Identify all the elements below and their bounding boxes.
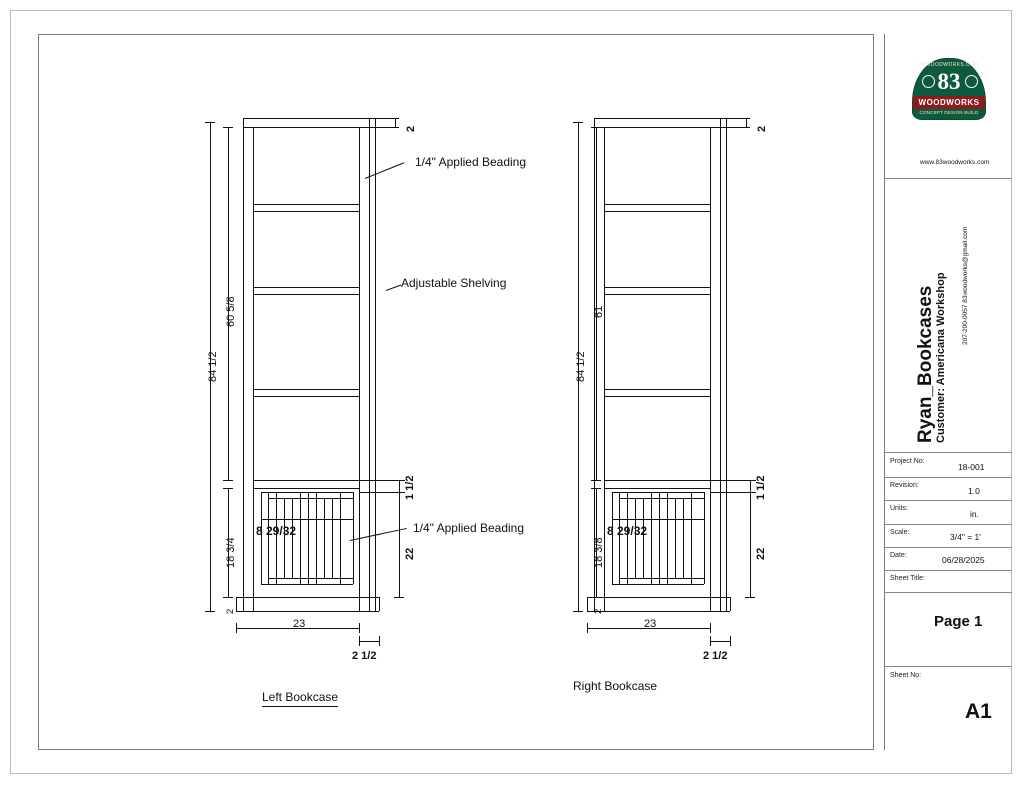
field-label-scale: Scale: (890, 529, 910, 536)
field-value-revision: 1.0 (968, 486, 980, 496)
right-dim-depth-tick-left (710, 636, 711, 646)
left-door-panel-line-2 (292, 498, 293, 578)
sheet-number: A1 (965, 700, 992, 723)
right-dim-depth-line (710, 641, 730, 642)
field-label-sheet-no: Sheet No: (890, 672, 922, 679)
right-plinth-top (587, 597, 730, 598)
title-block-divider (884, 34, 885, 750)
left-shelf-2-top (253, 287, 359, 288)
left-dim-depth-tick-right (379, 636, 380, 646)
right-door-stile-1 (619, 492, 620, 584)
right-plinth-bottom (587, 608, 730, 614)
right-door-stile-4 (659, 492, 660, 584)
field-label-sheet-title: Sheet Title: (890, 575, 926, 582)
left-base-left-edge (261, 492, 262, 584)
right-side-right-inner-line (710, 127, 711, 611)
project-title: Ryan_Bookcases (915, 285, 936, 443)
right-dim-door-width-line (612, 519, 704, 520)
right-dim-base-panel: 22 (755, 547, 767, 560)
left-dim-overall-tick-bottom (205, 611, 215, 612)
left-shelf-3-top (253, 389, 359, 390)
left-shelf-2-bottom (253, 294, 359, 295)
right-dim-base-line (750, 492, 751, 597)
logo-band-text: WOODWORKS (918, 98, 980, 107)
left-dim-lower-tick-top (223, 488, 233, 489)
right-shelf-3-bottom (604, 396, 710, 397)
left-dim-base-tick (394, 597, 404, 598)
left-door-stile-3 (300, 492, 301, 584)
left-dim-lower-section: 18 3/4 (225, 537, 237, 568)
field-value-project-no: 18-001 (958, 462, 985, 472)
title-block-rule-5 (885, 524, 1012, 525)
right-dim-overall-tick-bottom (573, 611, 583, 612)
left-plinth-left (236, 597, 237, 611)
field-label-revision: Revision: (890, 482, 919, 489)
left-plinth-right (379, 597, 380, 611)
title-block-rule-9 (885, 666, 1012, 667)
left-dim-overall-tick-top (205, 122, 215, 123)
right-dim-top-thickness: 2 (756, 125, 768, 132)
left-dim-lower-tick-bottom (223, 597, 233, 598)
page-label: Page 1 (934, 613, 983, 630)
right-view-caption: Right Bookcase (573, 679, 658, 693)
left-shelf-1-bottom (253, 211, 359, 212)
left-dim-top-thick-tick-1 (379, 118, 399, 119)
left-door-panel-line-3 (324, 498, 325, 578)
title-block-rule-7 (885, 570, 1012, 571)
right-dim-upper-line (596, 127, 597, 480)
left-shelf-1-top (253, 204, 359, 205)
left-base-bottom-edge (261, 584, 353, 585)
left-dim-base-line (399, 492, 400, 597)
left-dim-door-width-line (261, 519, 353, 520)
title-block-rule-4 (885, 500, 1012, 501)
left-side-right-line (369, 118, 370, 611)
right-plinth-right (730, 597, 731, 611)
right-dim-toe: 2 (593, 608, 604, 614)
logo-band (913, 96, 985, 109)
left-door-stile-6 (340, 492, 341, 584)
right-dim-upper-tick-bottom (591, 480, 601, 481)
right-dim-upper-section: 61 (593, 305, 605, 318)
right-midrail-bottom (604, 488, 710, 489)
left-side-left-line (243, 118, 244, 611)
right-door-panel-line-4 (683, 498, 684, 578)
right-dim-lower-section: 18 3/8 (593, 537, 605, 568)
title-block-rule-2 (885, 452, 1012, 453)
left-dim-upper-tick-bottom (223, 480, 233, 481)
right-beading-strip-line (726, 118, 727, 611)
left-dim-door-width: 8 29/32 (256, 524, 297, 538)
field-label-project-no: Project No: (890, 458, 925, 465)
right-door-stile-5 (667, 492, 668, 584)
right-dim-lower-tick-bottom (591, 597, 601, 598)
title-block-rule-3 (885, 477, 1012, 478)
right-beading-top-cap (720, 118, 727, 119)
left-dim-rail-line (399, 480, 400, 492)
annotation-adjustable-shelving: Adjustable Shelving (401, 276, 507, 290)
right-shelf-1-bottom (604, 211, 710, 212)
title-block-rule-8 (885, 592, 1012, 593)
right-dim-top-thick-tick-2 (730, 127, 750, 128)
left-shelf-3-bottom (253, 396, 359, 397)
right-dim-door-width: 8 29/32 (607, 524, 648, 538)
left-top-outer-line (243, 118, 379, 119)
field-label-units: Units: (890, 505, 908, 512)
left-dim-width: 23 (293, 618, 306, 630)
left-door-stile-1 (268, 492, 269, 584)
right-shelf-2-bottom (604, 294, 710, 295)
right-plinth-left (587, 597, 588, 611)
logo-number: 83 (937, 69, 961, 94)
right-dim-width-tick-right (710, 623, 711, 633)
field-value-date: 06/28/2025 (942, 555, 985, 565)
left-plinth-top (236, 597, 379, 598)
right-base-right-edge (704, 492, 705, 584)
left-plinth-bottom (236, 611, 379, 612)
logo-subtext: CONCEPT DESIGN BUILD (919, 110, 979, 115)
right-dim-depth-tick-right (730, 636, 731, 646)
right-dim-depth: 2 1/2 (703, 650, 728, 662)
left-door-stile-4 (308, 492, 309, 584)
left-door-stile-2 (276, 492, 277, 584)
right-dim-width-tick-left (587, 623, 588, 633)
left-dim-depth-line (359, 641, 379, 642)
drawing-area-frame (38, 34, 874, 750)
left-dim-top-thick-tick-2 (379, 127, 399, 128)
annotation-applied-beading-top: 1/4" Applied Beading (415, 155, 527, 169)
title-block-rule-6 (885, 547, 1012, 548)
left-dim-width-tick-right (359, 623, 360, 633)
left-dim-upper-tick-top (223, 127, 233, 128)
left-view-caption: Left Bookcase (262, 690, 338, 707)
left-side-left-inner-line (253, 127, 254, 611)
right-door-stile-6 (691, 492, 692, 584)
right-door-stile-2 (627, 492, 628, 584)
right-dim-base-tick (745, 597, 755, 598)
left-dim-depth-tick-left (359, 636, 360, 646)
annotation-applied-beading-base: 1/4" Applied Beading (413, 521, 525, 535)
right-dim-top-thick-tick-1 (730, 118, 750, 119)
right-door-panel-line-2 (643, 498, 644, 578)
right-base-left-edge (612, 492, 613, 584)
left-dim-width-tick-left (236, 623, 237, 633)
company-contact: 207-200-0057 83woodworks@gmail.com (962, 226, 969, 345)
title-block-rule-1 (885, 178, 1012, 179)
right-top-outer-line (594, 118, 730, 119)
left-beading-top-cap (369, 118, 376, 119)
left-door-rail-bottom (268, 578, 353, 579)
right-door-rail-top (619, 498, 704, 499)
right-shelf-1-top (604, 204, 710, 205)
left-door-panel-line-1 (284, 498, 285, 578)
right-side-right-line (720, 118, 721, 611)
customer-name: Customer: Americana Workshop (935, 272, 947, 443)
right-shelf-3-top (604, 389, 710, 390)
right-dim-overall-tick-top (573, 122, 583, 123)
field-label-date: Date: (890, 552, 907, 559)
left-midrail-top (253, 480, 359, 481)
field-value-scale: 3/4" = 1' (950, 532, 981, 542)
left-dim-overall-height: 84 1/2 (207, 351, 219, 382)
left-dim-upper-section: 60 5/8 (225, 296, 237, 327)
logo-top-text: 83WOODWORKS.COM (919, 62, 979, 68)
left-door-panel-line-4 (332, 498, 333, 578)
right-dim-lower-tick-top (591, 488, 601, 489)
left-door-rail-top (268, 498, 353, 499)
left-dim-top-thickness: 2 (405, 125, 417, 132)
left-door-stile-5 (316, 492, 317, 584)
right-midrail-top (604, 480, 710, 481)
right-dim-overall-height: 84 1/2 (575, 351, 587, 382)
left-midrail-bottom (253, 488, 359, 489)
left-dim-depth: 2 1/2 (352, 650, 377, 662)
left-dim-toe: 2 (225, 608, 236, 614)
company-logo (912, 58, 986, 120)
right-door-panel-line-1 (635, 498, 636, 578)
right-dim-width: 23 (644, 618, 657, 630)
left-dim-rail: 1 1/2 (404, 475, 416, 500)
left-beading-strip-line (375, 118, 376, 611)
right-door-panel-line-3 (675, 498, 676, 578)
left-dim-base-panel: 22 (404, 547, 416, 560)
right-door-stile-3 (651, 492, 652, 584)
right-dim-upper-tick-top (591, 127, 601, 128)
right-dim-rail: 1 1/2 (755, 475, 767, 500)
company-website: www.83woodworks.com (920, 159, 990, 166)
right-door-rail-bottom (619, 578, 704, 579)
right-base-bottom-edge (612, 584, 704, 585)
right-shelf-2-top (604, 287, 710, 288)
right-dim-rail-line (750, 480, 751, 492)
field-value-units: in. (970, 509, 979, 519)
